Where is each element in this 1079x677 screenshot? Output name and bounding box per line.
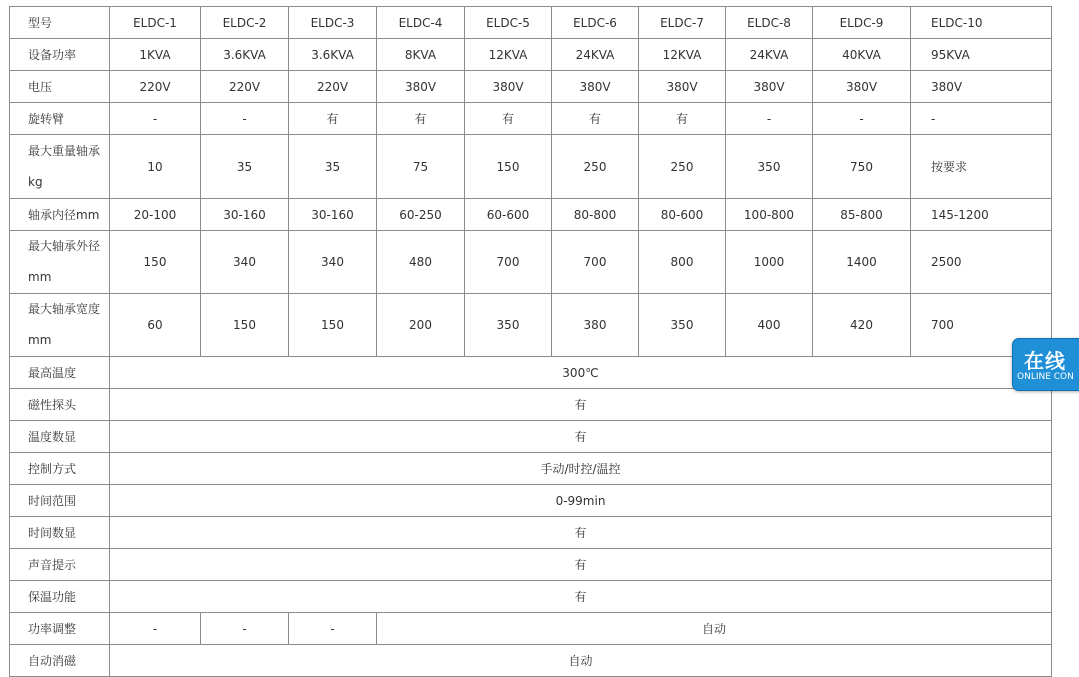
arm-cell: - bbox=[110, 103, 201, 135]
auto-demag-value: 自动 bbox=[110, 645, 1052, 677]
row-label-time-range: 时间范围 bbox=[10, 485, 110, 517]
power-adjust-cell: - bbox=[110, 613, 201, 645]
online-consult-badge[interactable] bbox=[1012, 338, 1079, 391]
row-label-max-weight bbox=[10, 135, 110, 199]
row-label-power-adjust: 功率调整 bbox=[10, 613, 110, 645]
time-range-value: 0-99min bbox=[110, 485, 1052, 517]
temp-display-value: 有 bbox=[110, 421, 1052, 453]
outer-cell: 700 bbox=[552, 231, 639, 294]
keep-warm-value: 有 bbox=[110, 581, 1052, 613]
voltage-cell: 380V bbox=[813, 71, 911, 103]
table-row-model bbox=[10, 7, 1052, 39]
width-cell: 200 bbox=[377, 294, 465, 357]
width-cell: 150 bbox=[289, 294, 377, 357]
weight-cell: 35 bbox=[201, 135, 289, 199]
online-badge-text: 在线 bbox=[1024, 349, 1066, 373]
table-row-voltage bbox=[10, 71, 1052, 103]
arm-cell: - bbox=[813, 103, 911, 135]
row-label-sound-alert: 声音提示 bbox=[10, 549, 110, 581]
width-cell: 400 bbox=[726, 294, 813, 357]
table-row-max-weight bbox=[10, 135, 1052, 199]
arm-cell: 有 bbox=[289, 103, 377, 135]
power-cell: 95KVA bbox=[911, 39, 1052, 71]
power-cell: 24KVA bbox=[726, 39, 813, 71]
width-cell: 380 bbox=[552, 294, 639, 357]
table-row-power-adjust bbox=[10, 613, 1052, 645]
inner-cell: 60-600 bbox=[465, 199, 552, 231]
label-line: 最大轴承外径 bbox=[28, 239, 101, 253]
width-cell: 350 bbox=[639, 294, 726, 357]
spec-table bbox=[9, 6, 1052, 677]
sound-alert-value: 有 bbox=[110, 549, 1052, 581]
power-cell: 3.6KVA bbox=[289, 39, 377, 71]
model-cell: ELDC-10 bbox=[911, 7, 1052, 39]
inner-cell: 85-800 bbox=[813, 199, 911, 231]
row-label-control-mode: 控制方式 bbox=[10, 453, 110, 485]
table-row-time-display bbox=[10, 517, 1052, 549]
label-line: kg bbox=[28, 174, 43, 189]
voltage-cell: 380V bbox=[911, 71, 1052, 103]
inner-cell: 80-600 bbox=[639, 199, 726, 231]
table-row-keep-warm bbox=[10, 581, 1052, 613]
inner-cell: 145-1200 bbox=[911, 199, 1052, 231]
width-cell: 700 bbox=[911, 294, 1052, 357]
outer-cell: 2500 bbox=[911, 231, 1052, 294]
table-row-inner-diameter bbox=[10, 199, 1052, 231]
inner-cell: 100-800 bbox=[726, 199, 813, 231]
table-row-sound-alert bbox=[10, 549, 1052, 581]
label-line: mm bbox=[28, 270, 52, 284]
power-cell: 12KVA bbox=[639, 39, 726, 71]
voltage-cell: 380V bbox=[726, 71, 813, 103]
voltage-cell: 380V bbox=[465, 71, 552, 103]
label-line: 最大轴承宽度 bbox=[28, 302, 101, 316]
row-label-magnetic-probe: 磁性探头 bbox=[10, 389, 110, 421]
model-cell: ELDC-9 bbox=[813, 7, 911, 39]
row-label-power: 设备功率 bbox=[10, 39, 110, 71]
row-label-keep-warm: 保温功能 bbox=[10, 581, 110, 613]
table-row-max-temp bbox=[10, 357, 1052, 389]
weight-cell: 10 bbox=[110, 135, 201, 199]
voltage-cell: 220V bbox=[110, 71, 201, 103]
model-cell: ELDC-7 bbox=[639, 7, 726, 39]
weight-cell: 按要求 bbox=[911, 135, 1052, 199]
inner-cell: 60-250 bbox=[377, 199, 465, 231]
table-row-power bbox=[10, 39, 1052, 71]
arm-cell: 有 bbox=[465, 103, 552, 135]
arm-cell: 有 bbox=[639, 103, 726, 135]
model-cell: ELDC-3 bbox=[289, 7, 377, 39]
weight-cell: 750 bbox=[813, 135, 911, 199]
inner-cell: 20-100 bbox=[110, 199, 201, 231]
power-cell: 24KVA bbox=[552, 39, 639, 71]
outer-cell: 800 bbox=[639, 231, 726, 294]
row-label-inner-diameter: 轴承内径mm bbox=[10, 199, 110, 231]
max-temp-value: 300℃ bbox=[110, 357, 1052, 389]
label-line: mm bbox=[28, 333, 52, 347]
inner-cell: 80-800 bbox=[552, 199, 639, 231]
power-adjust-cell: - bbox=[289, 613, 377, 645]
table-row-rotating-arm bbox=[10, 103, 1052, 135]
voltage-cell: 220V bbox=[201, 71, 289, 103]
table-row-outer-diameter bbox=[10, 231, 1052, 294]
power-cell: 12KVA bbox=[465, 39, 552, 71]
model-cell: ELDC-5 bbox=[465, 7, 552, 39]
power-adjust-cell: - bbox=[201, 613, 289, 645]
outer-cell: 480 bbox=[377, 231, 465, 294]
table-row-max-width bbox=[10, 294, 1052, 357]
table-row-temp-display bbox=[10, 421, 1052, 453]
width-cell: 350 bbox=[465, 294, 552, 357]
outer-cell: 1400 bbox=[813, 231, 911, 294]
row-label-max-width bbox=[10, 294, 110, 357]
voltage-cell: 380V bbox=[552, 71, 639, 103]
power-cell: 8KVA bbox=[377, 39, 465, 71]
row-label-time-display: 时间数显 bbox=[10, 517, 110, 549]
model-cell: ELDC-4 bbox=[377, 7, 465, 39]
voltage-cell: 380V bbox=[639, 71, 726, 103]
table-row-control-mode bbox=[10, 453, 1052, 485]
arm-cell: - bbox=[911, 103, 1052, 135]
outer-cell: 1000 bbox=[726, 231, 813, 294]
online-badge-subtext: ONLINE CON bbox=[1017, 372, 1074, 382]
row-label-voltage: 电压 bbox=[10, 71, 110, 103]
width-cell: 60 bbox=[110, 294, 201, 357]
row-label-rotating-arm: 旋转臂 bbox=[10, 103, 110, 135]
weight-cell: 250 bbox=[552, 135, 639, 199]
outer-cell: 150 bbox=[110, 231, 201, 294]
row-label-auto-demag: 自动消磁 bbox=[10, 645, 110, 677]
row-label-temp-display: 温度数显 bbox=[10, 421, 110, 453]
weight-cell: 35 bbox=[289, 135, 377, 199]
inner-cell: 30-160 bbox=[289, 199, 377, 231]
model-cell: ELDC-8 bbox=[726, 7, 813, 39]
row-label-outer-diameter bbox=[10, 231, 110, 294]
power-cell: 1KVA bbox=[110, 39, 201, 71]
width-cell: 150 bbox=[201, 294, 289, 357]
arm-cell: 有 bbox=[377, 103, 465, 135]
row-label-model: 型号 bbox=[10, 7, 110, 39]
table-row-auto-demag bbox=[10, 645, 1052, 677]
outer-cell: 340 bbox=[289, 231, 377, 294]
power-adjust-rest: 自动 bbox=[377, 613, 1052, 645]
control-mode-value: 手动/时控/温控 bbox=[110, 453, 1052, 485]
model-cell: ELDC-6 bbox=[552, 7, 639, 39]
power-cell: 40KVA bbox=[813, 39, 911, 71]
voltage-cell: 380V bbox=[377, 71, 465, 103]
table-row-magnetic-probe bbox=[10, 389, 1052, 421]
weight-cell: 75 bbox=[377, 135, 465, 199]
time-display-value: 有 bbox=[110, 517, 1052, 549]
power-cell: 3.6KVA bbox=[201, 39, 289, 71]
label-line: 最大重量轴承 bbox=[28, 143, 101, 158]
inner-cell: 30-160 bbox=[201, 199, 289, 231]
voltage-cell: 220V bbox=[289, 71, 377, 103]
model-cell: ELDC-1 bbox=[110, 7, 201, 39]
arm-cell: 有 bbox=[552, 103, 639, 135]
weight-cell: 150 bbox=[465, 135, 552, 199]
arm-cell: - bbox=[201, 103, 289, 135]
table-row-time-range bbox=[10, 485, 1052, 517]
row-label-max-temp: 最高温度 bbox=[10, 357, 110, 389]
weight-cell: 350 bbox=[726, 135, 813, 199]
width-cell: 420 bbox=[813, 294, 911, 357]
weight-cell: 250 bbox=[639, 135, 726, 199]
magnetic-probe-value: 有 bbox=[110, 389, 1052, 421]
outer-cell: 340 bbox=[201, 231, 289, 294]
arm-cell: - bbox=[726, 103, 813, 135]
model-cell: ELDC-2 bbox=[201, 7, 289, 39]
outer-cell: 700 bbox=[465, 231, 552, 294]
